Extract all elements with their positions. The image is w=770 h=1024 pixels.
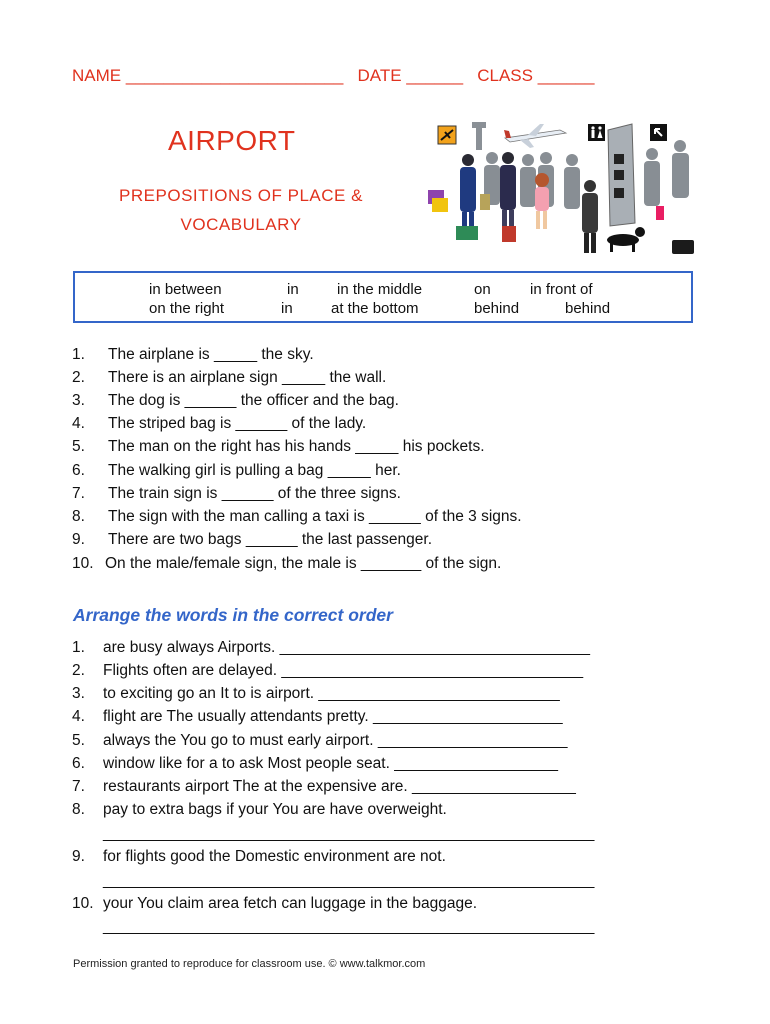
question-number: 10. [72,555,94,572]
walking-girl [535,173,549,229]
question-text: The airplane is _____ the sky. [108,346,314,363]
question-number: 4. [72,415,85,432]
arrange-number: 10. [72,895,94,912]
question-text: The sign with the man calling a taxi is ______ of the 3 signs. [108,508,522,525]
arrange-text: for flights good the Domestic environment are not. [103,848,446,865]
arrange-number: 9. [72,848,85,865]
arrange-text: restaurants airport The at the expensive are. ___________________ [103,778,576,795]
arrange-number: 3. [72,685,85,702]
question-number: 7. [72,485,85,502]
word-bank-item: in [281,300,293,317]
arrange-text: Flights often are delayed. ___________________________________ [103,662,584,679]
question-text: On the male/female sign, the male is _______ of the sign. [105,555,502,572]
exit-sign-icon [650,124,667,141]
question-text: The train sign is ______ of the three signs. [108,485,401,502]
control-tower-icon [472,122,486,150]
restroom-sign-icon [588,124,605,141]
arrange-text: flight are The usually attendants pretty. ______________________ [103,708,563,725]
question-text: There are two bags ______ the last passenger. [108,531,432,548]
question-text: There is an airplane sign _____ the wall. [108,369,387,386]
question-text: The walking girl is pulling a bag _____ her. [108,462,401,479]
airplane-sign-icon [438,126,456,144]
class-label: CLASS [477,66,533,85]
arrange-text: your You claim area fetch can luggage in the baggage. [103,895,477,912]
question-number: 9. [72,531,85,548]
question-number: 3. [72,392,85,409]
word-bank-item: in the middle [337,281,423,298]
word-bank [73,271,693,323]
airport-scene-illustration [420,118,698,258]
question-text: The striped bag is ______ of the lady. [108,415,367,432]
arrange-number: 5. [72,732,85,749]
question-number: 1. [72,346,85,363]
arrange-number: 7. [72,778,85,795]
word-bank-item: in [287,281,299,298]
question-number: 5. [72,438,85,455]
officer [582,180,598,253]
arrange-number: 8. [72,801,85,818]
date-label: DATE [357,66,402,85]
word-bank-item: in between [149,281,222,298]
kiosk-icon [608,124,635,226]
airplane-icon [504,124,566,148]
name-blank: _______________________ [125,66,344,85]
name-label: NAME [72,66,122,85]
traveler-purple [500,152,516,232]
student-info-line [72,66,712,86]
subtitle-line-1: PREPOSITIONS OF PLACE & [119,186,363,205]
arrange-number: 1. [72,639,85,656]
page-subtitle [78,181,404,239]
answer-line: _________________________________________________________ [103,918,595,935]
arrange-text: are busy always Airports. ____________________________________ [103,639,590,656]
answer-line: _________________________________________________________ [103,825,595,842]
arrange-text: to exciting go an It to is airport. ____________________________ [103,685,560,702]
word-bank-item: in front of [530,281,593,298]
date-blank: ______ [406,66,464,85]
word-bank-item: behind [474,300,520,317]
class-blank: ______ [537,66,595,85]
word-bank-item: behind [565,300,611,317]
arrange-number: 2. [72,662,85,679]
arrange-number: 6. [72,755,85,772]
answer-line: _________________________________________________________ [103,872,595,889]
arrange-number: 4. [72,708,85,725]
arrange-text: always the You go to must early airport. ______________________ [103,732,568,749]
question-number: 6. [72,462,85,479]
page-title: AIRPORT [168,125,296,156]
subtitle-line-2: VOCABULARY [180,215,302,234]
word-bank-item: at the bottom [331,300,419,317]
arrange-text: window like for a to ask Most people seat. ___________________ [103,755,558,772]
question-number: 8. [72,508,85,525]
question-text: The man on the right has his hands _____ his pockets. [108,438,485,455]
word-bank-item: on [474,281,491,298]
footer-permission: Permission granted to reproduce for classroom use. © www.talkmor.com [73,958,426,970]
question-number: 2. [72,369,85,386]
word-bank-item: on the right [149,300,225,317]
traveler-blue [460,154,476,232]
arrange-section-title: Arrange the words in the correct order [73,605,393,625]
question-text: The dog is ______ the officer and the bag. [108,392,399,409]
arrange-text: pay to extra bags if your You are have overweight. [103,801,447,818]
dog-icon [607,227,645,252]
